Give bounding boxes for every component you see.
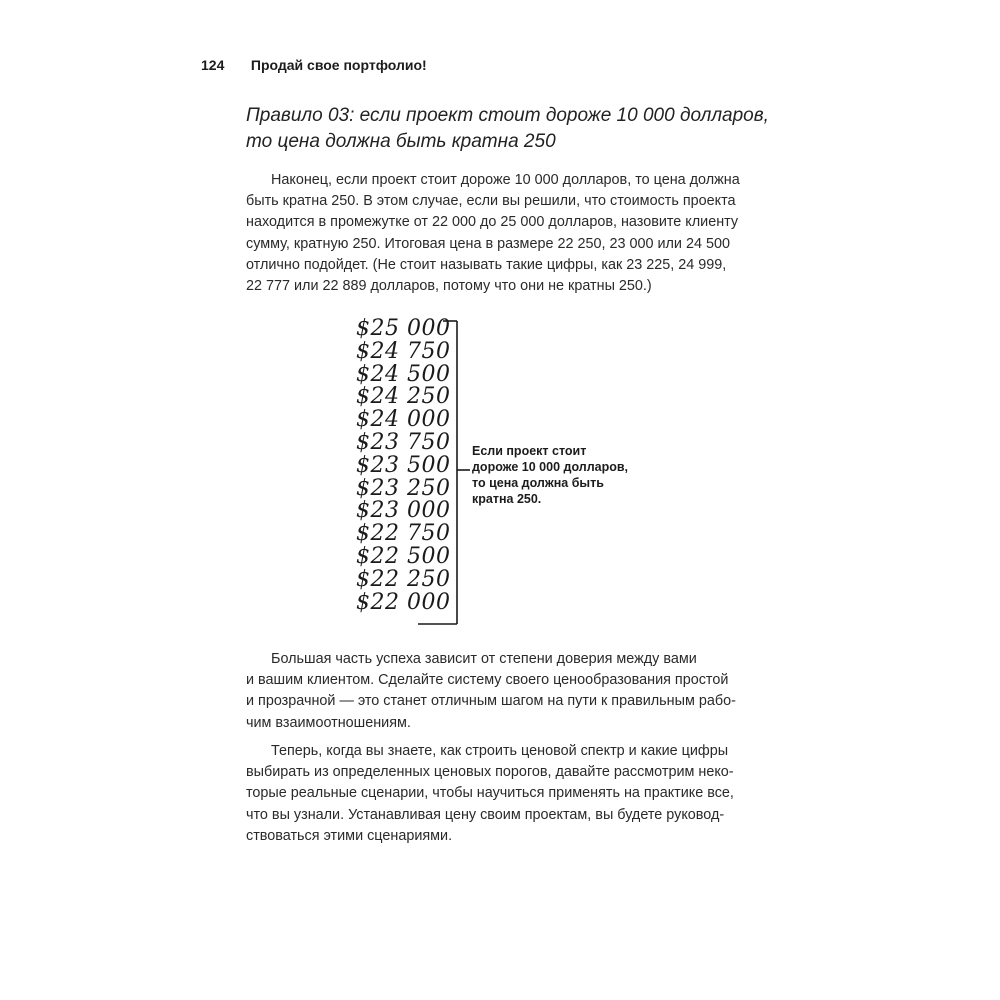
paragraph-line: ствоваться этими сценариями. [246, 827, 453, 844]
paragraph-line: торые реальные сценарии, чтобы научиться применять на практике все, [246, 785, 734, 802]
price-item: $24 750 [356, 338, 451, 364]
price-item: $22 250 [356, 566, 451, 592]
price-item: $23 000 [356, 498, 451, 524]
price-item: $22 750 [356, 521, 451, 547]
paragraph-line: Наконец, если проект стоит дороже 10 000 долларов, то цена должна [271, 172, 740, 188]
paragraph-line: и вашим клиентом. Сделайте систему своего ценообразования простой [246, 672, 729, 689]
paragraph-line: Теперь, когда вы знаете, как строить ценовой спектр и какие цифры [271, 743, 729, 759]
paragraph-line: отлично подойдет. (Не стоит называть такие цифры, как 23 225, 24 999, [246, 256, 727, 273]
price-item: $22 500 [356, 543, 451, 569]
body-paragraph [246, 741, 758, 847]
page-number: 124 [201, 57, 225, 73]
price-item: $24 000 [356, 407, 451, 433]
price-item: $23 500 [356, 452, 451, 478]
paragraph-line: находится в промежутке от 22 000 до 25 000 долларов, назовите клиенту [246, 214, 739, 231]
price-item: $23 250 [356, 475, 451, 501]
figure-caption [472, 443, 662, 507]
paragraph-line: что вы узнали. Устанавливая цену своим проектам, вы будете руковод- [246, 806, 725, 823]
price-item: $25 000 [356, 316, 451, 341]
price-spectrum-figure [350, 318, 670, 628]
bracket-connector [410, 318, 470, 628]
figure-caption-line: то цена должна быть [472, 476, 604, 490]
price-item: $22 000 [356, 589, 451, 615]
running-header [201, 57, 427, 73]
paragraph-line: чим взаимоотношениям. [246, 714, 411, 731]
figure-caption-line: Если проект стоит [472, 444, 587, 458]
body-paragraph [246, 170, 758, 297]
price-item: $24 500 [356, 361, 451, 387]
figure-caption-line: кратна 250. [472, 492, 542, 506]
figure-caption-line: дороже 10 000 долларов, [472, 460, 629, 474]
paragraph-line: быть кратна 250. В этом случае, если вы решили, что стоимость проекта [246, 193, 736, 210]
price-item: $24 250 [356, 384, 451, 410]
section-heading-line: то цена должна быть кратна 250 [246, 131, 556, 152]
section-heading-line: Правило 03: если проект стоит дороже 10 000 долларов, [246, 105, 769, 126]
paragraph-line: 22 777 или 22 889 долларов, потому что они не кратны 250.) [246, 278, 652, 295]
section-heading [246, 103, 786, 155]
paragraph-line: Большая часть успеха зависит от степени доверия между вами [271, 651, 697, 667]
body-paragraph [246, 649, 758, 734]
price-item: $23 750 [356, 429, 451, 455]
paragraph-line: и прозрачной — это станет отличным шагом на пути к правильным рабо- [246, 693, 736, 710]
book-title: Продай свое портфолио! [250, 57, 427, 73]
paragraph-line: сумму, кратную 250. Итоговая цена в размере 22 250, 23 000 или 24 500 [246, 235, 730, 252]
paragraph-line: выбирать из определенных ценовых порогов, давайте рассмотрим неко- [246, 764, 734, 781]
